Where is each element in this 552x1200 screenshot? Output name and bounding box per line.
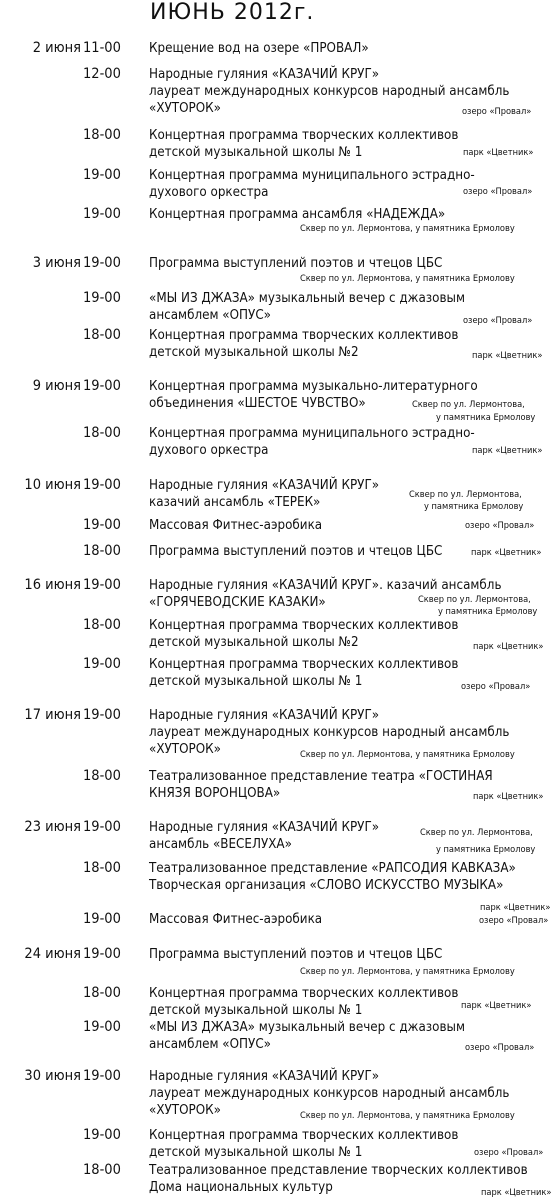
- event-venue: озеро «Провал»: [465, 520, 535, 531]
- event-description-line: Концертная программа творческих коллективов: [149, 657, 459, 672]
- event-description: [149, 255, 549, 272]
- event-time: 18-00: [83, 425, 121, 441]
- event-description: [149, 860, 549, 894]
- event-description-line: ансамблем «ОПУС»: [149, 308, 271, 323]
- event-venue: озеро «Провал»: [463, 315, 533, 326]
- event-time: 18-00: [83, 543, 121, 559]
- event-description-line: лауреат международных конкурсов народный ансамбль: [149, 725, 510, 740]
- event-time: 11-00: [83, 40, 121, 56]
- event-venue: парк «Цветник»: [472, 445, 543, 456]
- event-description-line: Народные гуляния «КАЗАЧИЙ КРУГ»: [149, 478, 380, 493]
- event-description: [149, 40, 549, 57]
- event-time: 18-00: [83, 768, 121, 784]
- event-description-line: Программа выступлений поэтов и чтецов ЦБС: [149, 544, 443, 559]
- event-description-line: ансамбль «ВЕСЕЛУХА»: [149, 837, 292, 852]
- event-time: 19-00: [83, 656, 121, 672]
- event-venue: парк «Цветник»: [473, 791, 544, 802]
- event-description-line: «ХУТОРОК»: [149, 742, 221, 757]
- event-description-line: детской музыкальной школы № 1: [149, 145, 363, 160]
- event-venue: парк «Цветник»: [481, 1187, 552, 1198]
- event-venue: Сквер по ул. Лермонтова,: [412, 399, 525, 410]
- event-venue: озеро «Провал»: [461, 681, 531, 692]
- event-venue: парк «Цветник»: [472, 350, 543, 361]
- event-description-line: Программа выступлений поэтов и чтецов ЦБС: [149, 947, 443, 962]
- event-time: 18-00: [83, 327, 121, 343]
- section-divider: [0, 249, 552, 250]
- event-description-line: «МЫ ИЗ ДЖАЗА» музыкальный вечер с джазовым: [149, 291, 465, 306]
- event-time: 18-00: [83, 985, 121, 1001]
- event-description-line: детской музыкальной школы №2: [149, 345, 359, 360]
- event-venue: Сквер по ул. Лермонтова,: [418, 594, 531, 605]
- event-time: 18-00: [83, 617, 121, 633]
- event-venue: у памятника Ермолову: [438, 606, 538, 617]
- event-description-line: лауреат международных конкурсов народный ансамбль: [149, 84, 510, 99]
- event-venue: Сквер по ул. Лермонтова, у памятника Ермолову: [300, 749, 515, 760]
- event-time: 19-00: [83, 290, 121, 306]
- event-time: 19-00: [83, 477, 121, 493]
- event-description-line: духового оркестра: [149, 443, 269, 458]
- event-description-line: «МЫ ИЗ ДЖАЗА» музыкальный вечер с джазовым: [149, 1020, 465, 1035]
- event-venue: парк «Цветник»: [471, 547, 542, 558]
- event-venue: озеро «Провал»: [474, 1147, 544, 1158]
- event-time: 19-00: [83, 378, 121, 394]
- event-description-line: Народные гуляния «КАЗАЧИЙ КРУГ»: [149, 708, 380, 723]
- event-time: 19-00: [83, 167, 121, 183]
- event-venue: Сквер по ул. Лермонтова,: [409, 489, 522, 500]
- event-description-line: духового оркестра: [149, 185, 269, 200]
- event-description-line: Массовая Фитнес-аэробика: [149, 518, 323, 533]
- event-description-line: Концертная программа творческих коллективов: [149, 986, 459, 1001]
- event-description-line: Концертная программа творческих коллективов: [149, 328, 459, 343]
- event-description-line: «ХУТОРОК»: [149, 101, 221, 116]
- event-time: 19-00: [83, 707, 121, 723]
- event-description-line: детской музыкальной школы № 1: [149, 674, 363, 689]
- event-time: 19-00: [83, 1019, 121, 1035]
- event-venue: парк «Цветник»: [480, 902, 551, 913]
- event-description-line: объединения «ШЕСТОЕ ЧУВСТВО»: [149, 396, 366, 411]
- event-description-line: детской музыкальной школы № 1: [149, 1003, 363, 1018]
- event-venue: у памятника Ермолову: [436, 844, 536, 855]
- event-description-line: Театрализованное представление театра «ГОСТИНАЯ: [149, 769, 493, 784]
- event-venue: озеро «Провал»: [465, 1042, 535, 1053]
- page-title: ИЮНЬ 2012г.: [150, 0, 315, 25]
- event-description-line: казачий ансамбль «ТЕРЕК»: [149, 495, 321, 510]
- event-description-line: Концертная программа муниципального эстрадно-: [149, 426, 475, 441]
- event-date: 30 июня: [24, 1068, 81, 1084]
- event-description-line: Театрализованное представление «РАПСОДИЯ КАВКАЗА»: [149, 861, 516, 876]
- event-venue: озеро «Провал»: [479, 915, 549, 926]
- event-date: 3 июня: [32, 255, 81, 271]
- event-description-line: Народные гуляния «КАЗАЧИЙ КРУГ». казачий ансамбль: [149, 578, 502, 593]
- event-description-line: Концертная программа ансамбля «НАДЕЖДА»: [149, 207, 446, 222]
- section-divider: [0, 570, 552, 571]
- section-divider: [0, 1061, 552, 1062]
- event-description-line: Крещение вод на озере «ПРОВАЛ»: [149, 41, 369, 56]
- event-description: [149, 946, 549, 963]
- event-description-line: «ГОРЯЧЕВОДСКИЕ КАЗАКИ»: [149, 595, 326, 610]
- event-date: 10 июня: [24, 477, 81, 493]
- event-description: [149, 206, 549, 223]
- event-description-line: Народные гуляния «КАЗАЧИЙ КРУГ»: [149, 820, 380, 835]
- section-divider: [0, 939, 552, 940]
- event-date: 16 июня: [24, 577, 81, 593]
- event-date: 24 июня: [24, 946, 81, 962]
- event-description-line: детской музыкальной школы №2: [149, 635, 359, 650]
- event-venue: озеро «Провал»: [462, 106, 532, 117]
- event-time: 19-00: [83, 819, 121, 835]
- event-venue: Сквер по ул. Лермонтова, у памятника Ермолову: [300, 966, 515, 977]
- event-description-line: Программа выступлений поэтов и чтецов ЦБС: [149, 256, 443, 271]
- section-divider: [0, 469, 552, 470]
- event-description-line: КНЯЗЯ ВОРОНЦОВА»: [149, 786, 281, 801]
- event-date: 17 июня: [24, 707, 81, 723]
- event-venue: парк «Цветник»: [463, 147, 534, 158]
- event-description-line: Концертная программа музыкально-литературного: [149, 379, 478, 394]
- event-time: 18-00: [83, 1162, 121, 1178]
- event-description-line: Творческая организация «СЛОВО ИСКУССТВО МУЗЫКА»: [149, 878, 504, 893]
- event-description-line: Дома национальных культур: [149, 1180, 333, 1195]
- event-time: 19-00: [83, 946, 121, 962]
- event-description-line: Концертная программа муниципального эстрадно-: [149, 168, 475, 183]
- event-venue: у памятника Ермолову: [424, 501, 524, 512]
- section-divider: [0, 370, 552, 371]
- event-venue: озеро «Провал»: [463, 186, 533, 197]
- event-time: 18-00: [83, 127, 121, 143]
- section-divider: [0, 699, 552, 700]
- event-venue: Сквер по ул. Лермонтова, у памятника Ермолову: [300, 1110, 515, 1121]
- event-venue: парк «Цветник»: [461, 1000, 532, 1011]
- event-venue: Сквер по ул. Лермонтова,: [420, 827, 533, 838]
- event-description-line: Массовая Фитнес-аэробика: [149, 912, 323, 927]
- event-time: 19-00: [83, 517, 121, 533]
- event-venue: у памятника Ермолову: [436, 412, 536, 423]
- event-venue: Сквер по ул. Лермонтова, у памятника Ермолову: [300, 223, 515, 234]
- event-description-line: лауреат международных конкурсов народный ансамбль: [149, 1086, 510, 1101]
- event-date: 2 июня: [32, 40, 81, 56]
- event-description-line: Концертная программа творческих коллективов: [149, 1128, 459, 1143]
- event-time: 12-00: [83, 66, 121, 82]
- event-description-line: детской музыкальной школы № 1: [149, 1145, 363, 1160]
- event-description-line: Концертная программа творческих коллективов: [149, 128, 459, 143]
- event-time: 19-00: [83, 911, 121, 927]
- event-venue: Сквер по ул. Лермонтова, у памятника Ермолову: [300, 273, 515, 284]
- event-date: 23 июня: [24, 819, 81, 835]
- event-time: 19-00: [83, 1068, 121, 1084]
- event-venue: парк «Цветник»: [473, 641, 544, 652]
- event-time: 19-00: [83, 577, 121, 593]
- event-description-line: ансамблем «ОПУС»: [149, 1037, 271, 1052]
- event-time: 18-00: [83, 860, 121, 876]
- event-description-line: Театрализованное представление творческих коллективов: [149, 1163, 528, 1178]
- event-description-line: Народные гуляния «КАЗАЧИЙ КРУГ»: [149, 67, 380, 82]
- event-description-line: «ХУТОРОК»: [149, 1103, 221, 1118]
- event-description-line: Концертная программа творческих коллективов: [149, 618, 459, 633]
- event-time: 19-00: [83, 1127, 121, 1143]
- event-date: 9 июня: [32, 378, 81, 394]
- event-description-line: Народные гуляния «КАЗАЧИЙ КРУГ»: [149, 1069, 380, 1084]
- section-divider: [0, 810, 552, 811]
- event-time: 19-00: [83, 255, 121, 271]
- event-time: 19-00: [83, 206, 121, 222]
